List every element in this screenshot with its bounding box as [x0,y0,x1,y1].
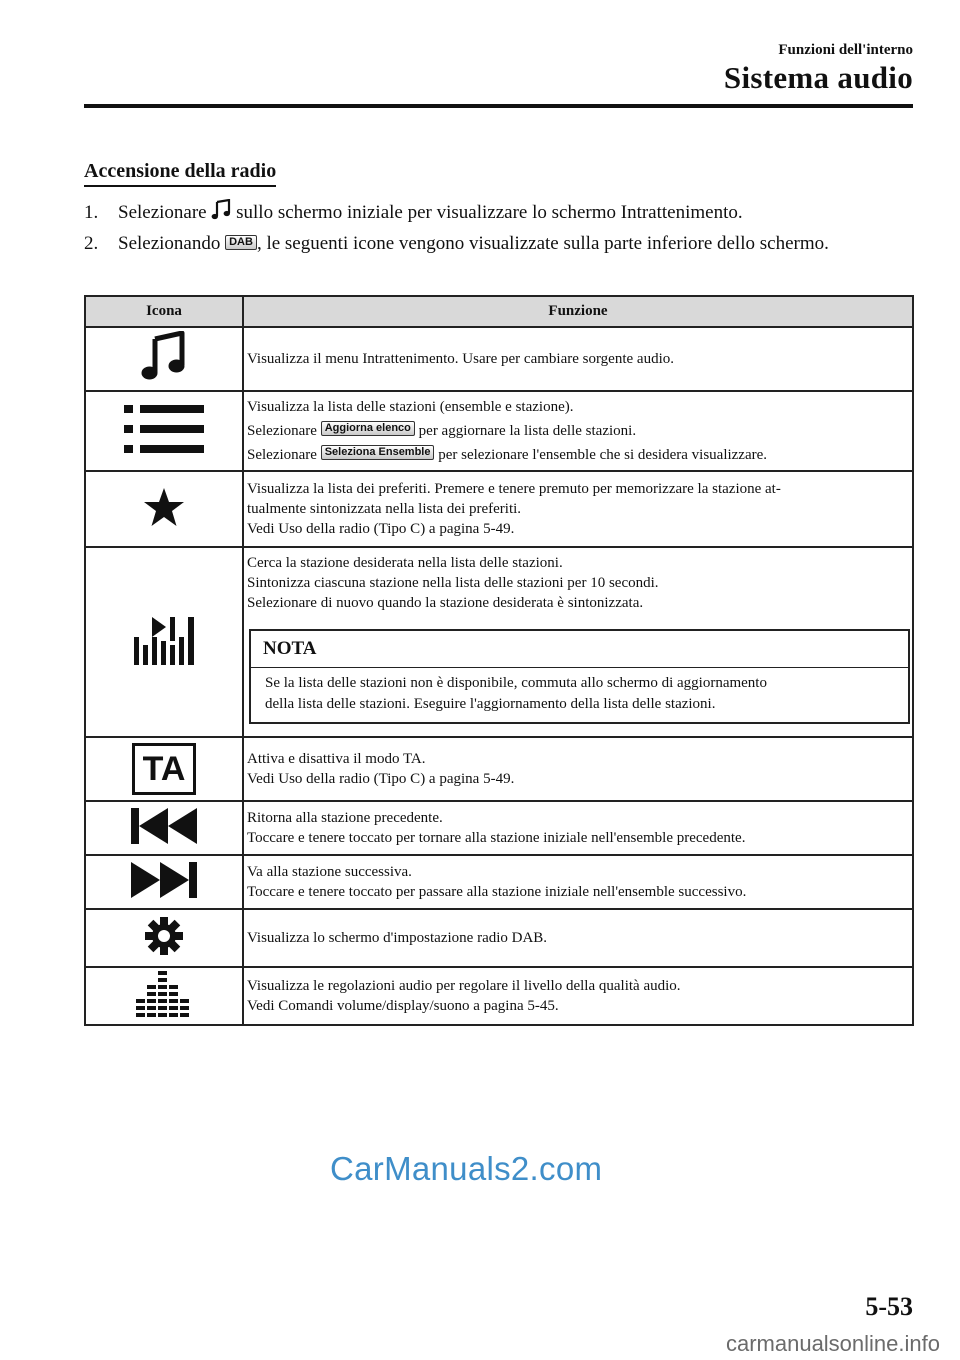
description-text: Vedi Uso della radio (Tipo C) a pagina 5-49. [247,521,515,537]
description-text: Selezionare [247,447,317,463]
music-note-icon [140,370,188,387]
description-text: Ritorna alla stazione precedente. [247,810,443,826]
description-text: Sintonizza ciascuna stazione nella lista delle stazioni per 10 secondi. [247,575,659,591]
description-text: Va alla stazione successiva. [247,864,412,880]
table-row [85,801,913,855]
scan-icon [134,652,194,669]
note-text: della lista delle stazioni. Eseguire l'aggiornamento della lista delle stazioni. [265,696,716,712]
description-text: Toccare e tenere toccato per passare alla stazione iniziale nell'ensemble successivo. [247,884,747,900]
description-text: Visualizza lo schermo d'impostazione radio DAB. [247,930,548,946]
table-row [85,737,913,801]
step-number: 1. [84,202,99,223]
star-icon [143,514,185,531]
note-title: NOTA [251,631,908,668]
description-text: Visualizza la lista delle stazioni (ensemble e stazione). [247,399,574,415]
step-text: Selezionando [118,233,221,254]
description-text: tualmente sintonizzata nella lista dei preferiti. [247,501,522,517]
column-header-icon: Icona [85,296,243,327]
table-row [85,855,913,909]
table-row [85,909,913,967]
page-number: 5-53 [865,1292,913,1321]
table-row [85,967,913,1025]
chapter-heading: Funzioni dell'interno [778,42,913,58]
dab-button: DAB [225,235,257,250]
step-number: 2. [84,233,99,254]
list-icon [124,442,204,459]
previous-track-icon [131,833,197,850]
watermark-logo: CarManuals2.com [330,1150,603,1187]
header-rule [84,104,913,108]
table-row [85,471,913,547]
description-text: Attiva e disattiva il modo TA. [247,751,426,767]
column-header-function: Funzione [243,296,913,327]
description-text: Toccare e tenere toccato per tornare alla stazione iniziale nell'ensemble precedente. [247,830,746,846]
step-1 [84,198,914,230]
seleziona-ensemble-button: Seleziona Ensemble [321,445,435,460]
description-text: Visualizza il menu Intrattenimento. Usare per cambiare sorgente audio. [247,351,674,367]
step-text: , le seguenti icone vengono visualizzate sulla parte inferiore dello schermo. [256,233,829,254]
aggiorna-elenco-button: Aggiorna elenco [321,421,415,436]
table-header-row [85,296,913,327]
description-text: Visualizza la lista dei preferiti. Premere e tenere premuto per memorizzare la stazione at- [247,481,781,497]
description-text: Selezionare di nuovo quando la stazione desiderata è sintonizzata. [247,595,644,611]
description-text: Cerca la stazione desiderata nella lista delle stazioni. [247,555,563,571]
footer-url: carmanualsonline.info [725,1331,940,1356]
description-text: per selezionare l'ensemble che si desidera visualizzare. [438,447,768,463]
next-track-icon [131,887,197,904]
step-text: sullo schermo iniziale per visualizzare lo schermo Intrattenimento. [236,202,743,223]
table-row [85,391,913,471]
music-note-icon [211,199,231,230]
note-box [249,629,910,724]
step-text: Selezionare [118,202,207,223]
section-title: Accensione della radio [84,160,276,187]
description-text: per aggiornare la lista delle stazioni. [418,423,637,439]
description-text: Vedi Uso della radio (Tipo C) a pagina 5-49. [247,771,515,787]
ta-icon: TA [132,743,197,795]
gear-icon [144,943,184,960]
table-row [85,327,913,391]
description-text: Vedi Comandi volume/display/suono a pagina 5-45. [247,998,559,1014]
page-title: Sistema audio [723,60,913,95]
description-text: Visualizza le regolazioni audio per regolare il livello della qualità audio. [247,978,681,994]
equalizer-icon [136,1004,192,1021]
step-2 [84,229,914,258]
table-row [85,547,913,737]
icon-function-table [84,295,914,1026]
description-text: Selezionare [247,423,317,439]
note-text: Se la lista delle stazioni non è disponibile, commuta allo schermo di aggiornamento [265,675,767,691]
